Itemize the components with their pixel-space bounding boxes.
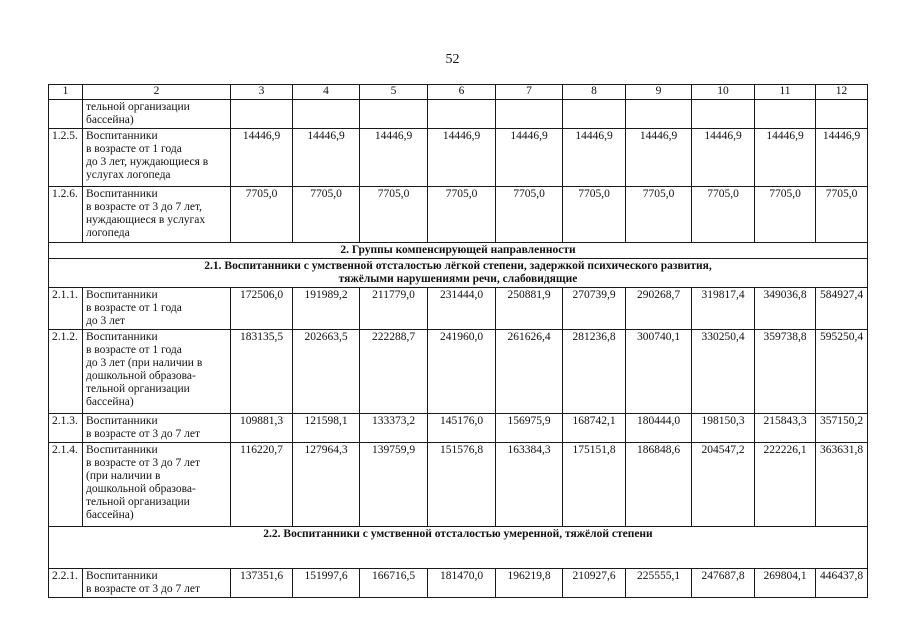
row-description: Воспитанники в возрасте от 3 до 7 лет: [83, 414, 231, 443]
value-cell: [755, 100, 816, 129]
column-number-cell: 4: [293, 85, 360, 100]
value-cell: 584927,4: [816, 288, 868, 330]
value-cell: 202663,5: [293, 330, 360, 414]
row-index: 2.1.2.: [49, 330, 83, 414]
table-row: [49, 187, 868, 243]
column-number-cell: 10: [692, 85, 755, 100]
value-cell: 204547,2: [692, 443, 755, 527]
value-cell: 151997,6: [293, 569, 360, 598]
value-cell: 14446,9: [755, 129, 816, 187]
column-number-cell: 9: [626, 85, 692, 100]
value-cell: 222288,7: [360, 330, 428, 414]
value-cell: 7705,0: [692, 187, 755, 243]
value-cell: 281236,8: [563, 330, 626, 414]
value-cell: 166716,5: [360, 569, 428, 598]
value-cell: 7705,0: [360, 187, 428, 243]
value-cell: 14446,9: [563, 129, 626, 187]
value-cell: 14446,9: [816, 129, 868, 187]
section-title: 2.1. Воспитанники с умственной отсталостью лёгкой степени, задержкой психического развития, тяжёлыми нарушениями речи, слабовидящие: [49, 259, 868, 288]
value-cell: 198150,3: [692, 414, 755, 443]
value-cell: 156975,9: [496, 414, 563, 443]
row-description: Воспитанники в возрасте от 1 года до 3 лет (при наличии в дошкольной образова- тельной организации бассейна): [83, 330, 231, 414]
row-index: 2.1.3.: [49, 414, 83, 443]
table-row: [49, 330, 868, 414]
tariff-table: [48, 84, 868, 598]
row-index: 2.2.1.: [49, 569, 83, 598]
row-index: 2.1.1.: [49, 288, 83, 330]
value-cell: 231444,0: [428, 288, 496, 330]
value-cell: 7705,0: [563, 187, 626, 243]
value-cell: 14446,9: [293, 129, 360, 187]
row-description: Воспитанники в возрасте от 1 года до 3 лет, нуждающиеся в услугах логопеда: [83, 129, 231, 187]
value-cell: 121598,1: [293, 414, 360, 443]
value-cell: [293, 100, 360, 129]
row-index: 2.1.4.: [49, 443, 83, 527]
value-cell: 196219,8: [496, 569, 563, 598]
value-cell: 222226,1: [755, 443, 816, 527]
column-number-cell: 2: [83, 85, 231, 100]
value-cell: 172506,0: [231, 288, 293, 330]
value-cell: 359738,8: [755, 330, 816, 414]
value-cell: [626, 100, 692, 129]
table-body: [49, 85, 868, 598]
value-cell: 7705,0: [496, 187, 563, 243]
value-cell: 109881,3: [231, 414, 293, 443]
value-cell: 211779,0: [360, 288, 428, 330]
value-cell: 241960,0: [428, 330, 496, 414]
section-header-row: [49, 259, 868, 288]
value-cell: 183135,5: [231, 330, 293, 414]
value-cell: 261626,4: [496, 330, 563, 414]
value-cell: [563, 100, 626, 129]
row-index: [49, 100, 83, 129]
column-number-cell: 5: [360, 85, 428, 100]
value-cell: 225555,1: [626, 569, 692, 598]
value-cell: 116220,7: [231, 443, 293, 527]
row-description: Воспитанники в возрасте от 3 до 7 лет, нуждающиеся в услугах логопеда: [83, 187, 231, 243]
table-row: [49, 414, 868, 443]
value-cell: 175151,8: [563, 443, 626, 527]
value-cell: 349036,8: [755, 288, 816, 330]
value-cell: 191989,2: [293, 288, 360, 330]
value-cell: 186848,6: [626, 443, 692, 527]
value-cell: 319817,4: [692, 288, 755, 330]
value-cell: 163384,3: [496, 443, 563, 527]
column-number-row: [49, 85, 868, 100]
value-cell: 7705,0: [293, 187, 360, 243]
value-cell: 300740,1: [626, 330, 692, 414]
page-number: 52: [445, 52, 460, 67]
value-cell: 7705,0: [626, 187, 692, 243]
value-cell: 180444,0: [626, 414, 692, 443]
value-cell: 290268,7: [626, 288, 692, 330]
value-cell: [231, 100, 293, 129]
table-row: [49, 569, 868, 598]
value-cell: [360, 100, 428, 129]
column-number-cell: 12: [816, 85, 868, 100]
value-cell: 7705,0: [755, 187, 816, 243]
value-cell: 14446,9: [496, 129, 563, 187]
value-cell: 250881,9: [496, 288, 563, 330]
value-cell: 595250,4: [816, 330, 868, 414]
value-cell: 14446,9: [360, 129, 428, 187]
value-cell: 7705,0: [428, 187, 496, 243]
value-cell: 127964,3: [293, 443, 360, 527]
column-number-cell: 3: [231, 85, 293, 100]
value-cell: 215843,3: [755, 414, 816, 443]
table-row: [49, 288, 868, 330]
value-cell: 133373,2: [360, 414, 428, 443]
value-cell: 247687,8: [692, 569, 755, 598]
row-index: 1.2.6.: [49, 187, 83, 243]
value-cell: [496, 100, 563, 129]
table-row: [49, 129, 868, 187]
value-cell: [428, 100, 496, 129]
value-cell: [816, 100, 868, 129]
row-description: Воспитанники в возрасте от 3 до 7 лет: [83, 569, 231, 598]
value-cell: 14446,9: [626, 129, 692, 187]
value-cell: 210927,6: [563, 569, 626, 598]
value-cell: 269804,1: [755, 569, 816, 598]
value-cell: 446437,8: [816, 569, 868, 598]
row-description: тельной организации бассейна): [83, 100, 231, 129]
column-number-cell: 11: [755, 85, 816, 100]
row-description: Воспитанники в возрасте от 1 года до 3 лет: [83, 288, 231, 330]
column-number-cell: 1: [49, 85, 83, 100]
section-header-row: [49, 527, 868, 569]
value-cell: 357150,2: [816, 414, 868, 443]
value-cell: [692, 100, 755, 129]
table-row: [49, 100, 868, 129]
section-title: 2.2. Воспитанники с умственной отсталостью умеренной, тяжёлой степени: [49, 527, 868, 569]
table-row: [49, 443, 868, 527]
value-cell: 151576,8: [428, 443, 496, 527]
value-cell: 14446,9: [231, 129, 293, 187]
column-number-cell: 8: [563, 85, 626, 100]
column-number-cell: 6: [428, 85, 496, 100]
value-cell: 7705,0: [816, 187, 868, 243]
value-cell: 14446,9: [428, 129, 496, 187]
section-header-row: [49, 243, 868, 259]
section-title: 2. Группы компенсирующей направленности: [49, 243, 868, 259]
value-cell: 181470,0: [428, 569, 496, 598]
value-cell: 137351,6: [231, 569, 293, 598]
value-cell: 330250,4: [692, 330, 755, 414]
value-cell: 363631,8: [816, 443, 868, 527]
value-cell: 139759,9: [360, 443, 428, 527]
value-cell: 168742,1: [563, 414, 626, 443]
column-number-cell: 7: [496, 85, 563, 100]
row-description: Воспитанники в возрасте от 3 до 7 лет (при наличии в дошкольной образова- тельной организации бассейна): [83, 443, 231, 527]
row-index: 1.2.5.: [49, 129, 83, 187]
value-cell: 270739,9: [563, 288, 626, 330]
value-cell: 145176,0: [428, 414, 496, 443]
value-cell: 14446,9: [692, 129, 755, 187]
value-cell: 7705,0: [231, 187, 293, 243]
